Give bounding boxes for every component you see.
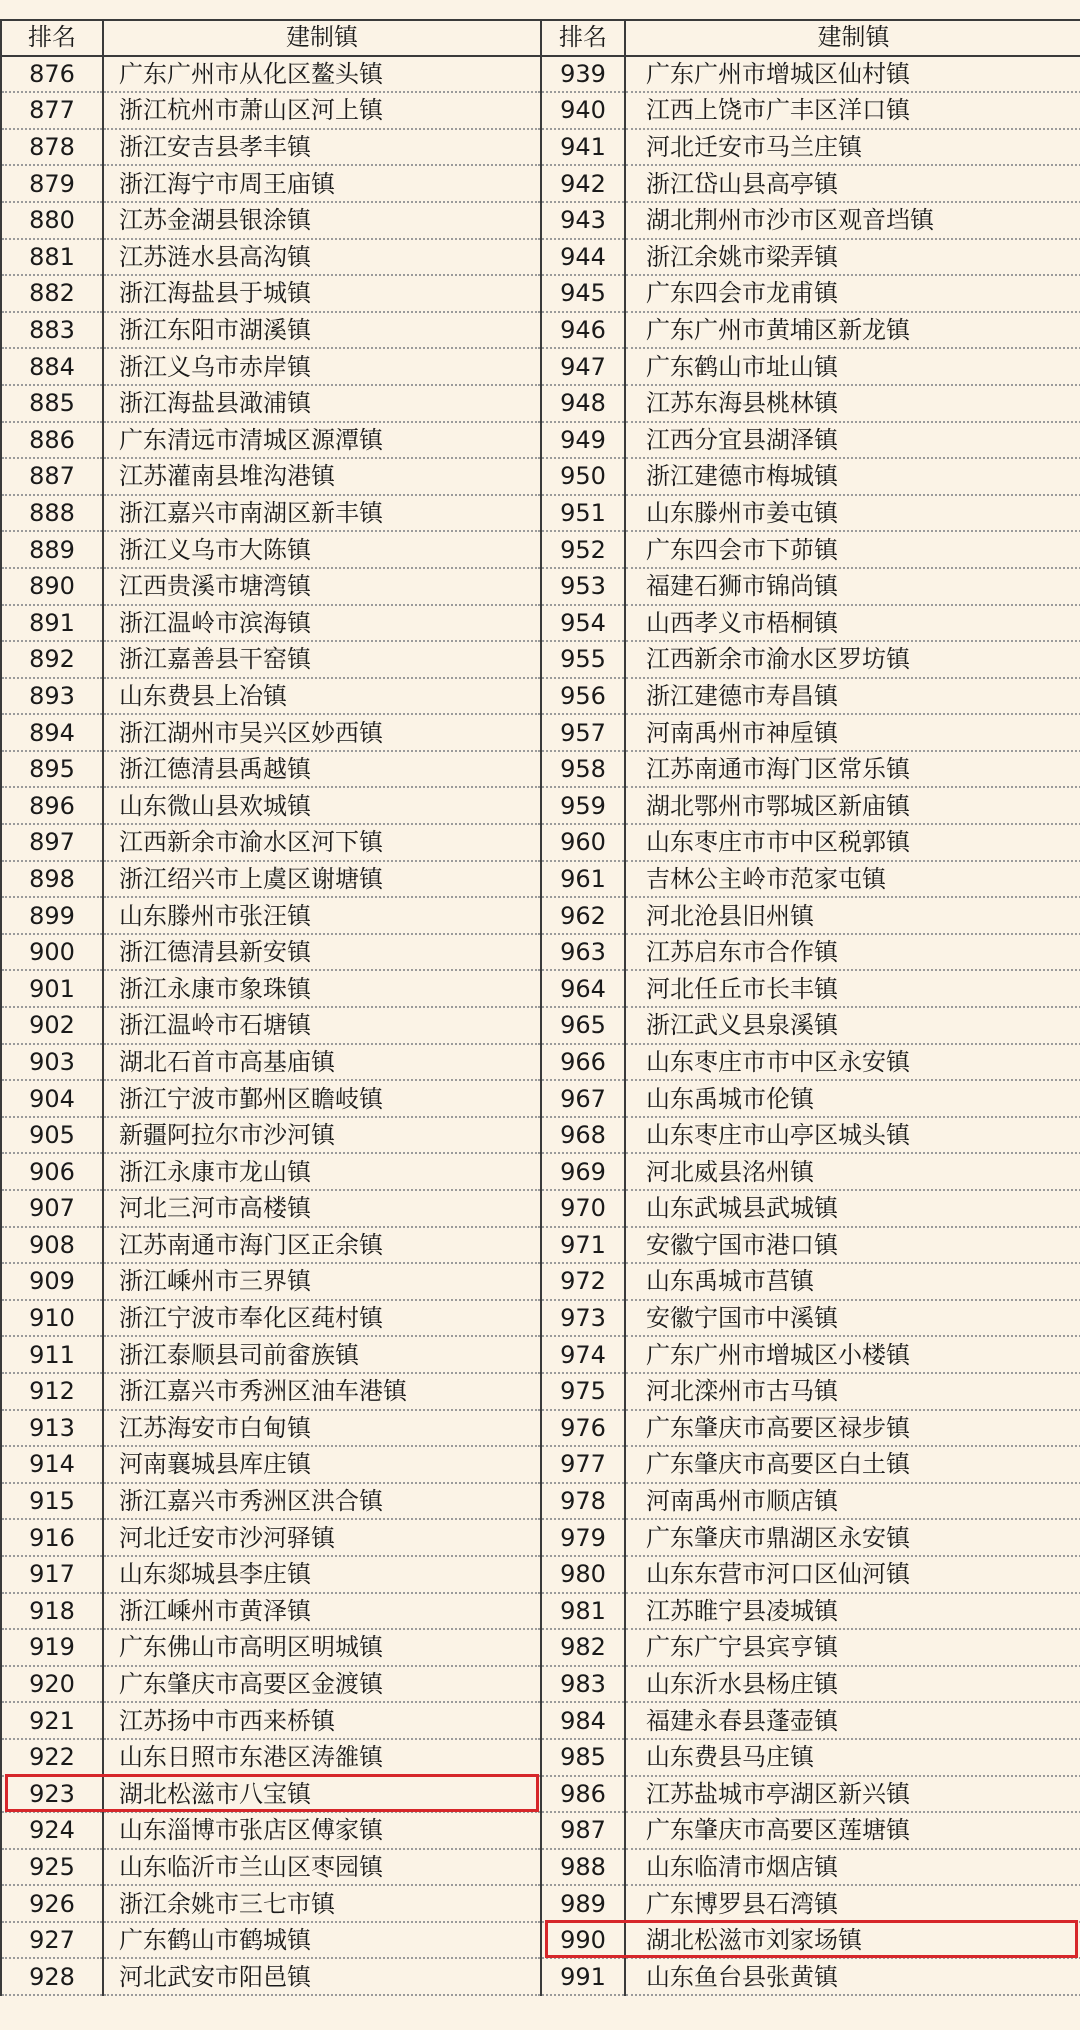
town-left-cell: 江西新余市渝水区河下镇: [103, 824, 541, 861]
town-left-cell: 湖北松滋市八宝镇: [103, 1776, 541, 1813]
rank-right-cell: 982: [541, 1629, 625, 1666]
table-row: [1, 202, 1080, 239]
town-right-cell: 福建石狮市锦尚镇: [625, 568, 1080, 605]
rank-right-cell: 965: [541, 1007, 625, 1044]
rank-right-cell: 943: [541, 202, 625, 239]
table-row: [1, 1593, 1080, 1630]
town-left-cell: 山东日照市东港区涛雒镇: [103, 1739, 541, 1776]
town-left-cell: 浙江海盐县于城镇: [103, 275, 541, 312]
rank-right-cell: 974: [541, 1336, 625, 1373]
table-row: [1, 1080, 1080, 1117]
table-row: [1, 239, 1080, 276]
town-right-cell: 广东广州市增城区小楼镇: [625, 1336, 1080, 1373]
rank-right-cell: 955: [541, 641, 625, 678]
town-right-cell: 江苏盐城市亭湖区新兴镇: [625, 1776, 1080, 1813]
rank-right-cell: 973: [541, 1300, 625, 1337]
table-row: [1, 1153, 1080, 1190]
town-left-cell: 广东佛山市高明区明城镇: [103, 1629, 541, 1666]
town-left-cell: 浙江德清县新安镇: [103, 934, 541, 971]
rank-left-cell: 907: [1, 1190, 103, 1227]
town-right-cell: 广东四会市下茆镇: [625, 531, 1080, 568]
rank-left-cell: 899: [1, 897, 103, 934]
rank-right-cell: 959: [541, 787, 625, 824]
town-right-cell: 山东临清市烟店镇: [625, 1849, 1080, 1886]
table-row: [1, 1190, 1080, 1227]
town-right-cell: 湖北松滋市刘家场镇: [625, 1922, 1080, 1959]
rank-left-cell: 905: [1, 1117, 103, 1154]
town-left-cell: 广东肇庆市高要区金渡镇: [103, 1666, 541, 1703]
town-right-cell: 河北任丘市长丰镇: [625, 970, 1080, 1007]
table-row: [1, 1007, 1080, 1044]
table-row: [1, 1519, 1080, 1556]
rank-left-cell: 904: [1, 1080, 103, 1117]
rank-left-cell: 925: [1, 1849, 103, 1886]
rank-left-cell: 920: [1, 1666, 103, 1703]
town-right-cell: 浙江建德市梅城镇: [625, 458, 1080, 495]
town-left-cell: 浙江宁波市鄞州区瞻岐镇: [103, 1080, 541, 1117]
town-left-cell: 浙江嘉善县干窑镇: [103, 641, 541, 678]
town-left-cell: 山东郯城县李庄镇: [103, 1556, 541, 1593]
town-left-cell: 山东费县上冶镇: [103, 678, 541, 715]
town-right-cell: 浙江余姚市梁弄镇: [625, 239, 1080, 276]
town-left-cell: 江苏南通市海门区正余镇: [103, 1227, 541, 1264]
town-left-cell: 浙江义乌市赤岸镇: [103, 348, 541, 385]
rank-right-cell: 986: [541, 1776, 625, 1813]
rank-left-cell: 908: [1, 1227, 103, 1264]
rank-left-cell: 877: [1, 92, 103, 129]
header-town-left: 建制镇: [103, 19, 541, 56]
rank-left-cell: 892: [1, 641, 103, 678]
town-left-cell: 浙江嘉兴市秀洲区洪合镇: [103, 1483, 541, 1520]
table-row: [1, 678, 1080, 715]
town-left-cell: 浙江温岭市滨海镇: [103, 605, 541, 642]
rank-left-cell: 897: [1, 824, 103, 861]
table-row: [1, 458, 1080, 495]
town-right-cell: 河北威县洺州镇: [625, 1153, 1080, 1190]
rank-right-cell: 950: [541, 458, 625, 495]
town-right-cell: 广东广宁县宾亨镇: [625, 1629, 1080, 1666]
town-right-cell: 山东鱼台县张黄镇: [625, 1958, 1080, 1995]
header-town-right: 建制镇: [625, 19, 1080, 56]
table-row: [1, 422, 1080, 459]
town-right-cell: 江西新余市渝水区罗坊镇: [625, 641, 1080, 678]
town-right-cell: 山东禹城市伦镇: [625, 1080, 1080, 1117]
table-row: [1, 934, 1080, 971]
town-right-cell: 吉林公主岭市范家屯镇: [625, 861, 1080, 898]
rank-right-cell: 958: [541, 751, 625, 788]
rank-left-cell: 893: [1, 678, 103, 715]
town-right-cell: 湖北荆州市沙市区观音垱镇: [625, 202, 1080, 239]
town-right-cell: 山东枣庄市市中区永安镇: [625, 1044, 1080, 1081]
rank-left-cell: 884: [1, 348, 103, 385]
town-left-cell: 浙江温岭市石塘镇: [103, 1007, 541, 1044]
table-row: [1, 861, 1080, 898]
town-left-cell: 浙江永康市象珠镇: [103, 970, 541, 1007]
rank-right-cell: 971: [541, 1227, 625, 1264]
rank-right-cell: 940: [541, 92, 625, 129]
table-row: [1, 275, 1080, 312]
rank-left-cell: 889: [1, 531, 103, 568]
town-left-cell: 浙江嘉兴市南湖区新丰镇: [103, 495, 541, 532]
town-right-cell: 河北沧县旧州镇: [625, 897, 1080, 934]
rank-right-cell: 964: [541, 970, 625, 1007]
table-row: [1, 897, 1080, 934]
town-right-cell: 河南禹州市顺店镇: [625, 1483, 1080, 1520]
town-left-cell: 浙江东阳市湖溪镇: [103, 312, 541, 349]
table-row: [1, 1666, 1080, 1703]
town-left-cell: 山东滕州市张汪镇: [103, 897, 541, 934]
town-right-cell: 广东肇庆市高要区莲塘镇: [625, 1812, 1080, 1849]
town-left-cell: 江苏扬中市西来桥镇: [103, 1702, 541, 1739]
town-right-cell: 江西分宜县湖泽镇: [625, 422, 1080, 459]
rank-right-cell: 979: [541, 1519, 625, 1556]
rank-left-cell: 879: [1, 165, 103, 202]
town-left-cell: 江苏金湖县银涂镇: [103, 202, 541, 239]
town-right-cell: 山东禹城市莒镇: [625, 1263, 1080, 1300]
table-row: [1, 92, 1080, 129]
table-row: [1, 1702, 1080, 1739]
town-right-cell: 广东肇庆市高要区禄步镇: [625, 1410, 1080, 1447]
town-left-cell: 河北武安市阳邑镇: [103, 1958, 541, 1995]
town-left-cell: 浙江余姚市三七市镇: [103, 1885, 541, 1922]
town-left-cell: 山东微山县欢城镇: [103, 787, 541, 824]
rank-left-cell: 913: [1, 1410, 103, 1447]
town-left-cell: 新疆阿拉尔市沙河镇: [103, 1117, 541, 1154]
rank-right-cell: 941: [541, 129, 625, 166]
rank-left-cell: 876: [1, 56, 103, 93]
town-left-cell: 浙江嵊州市三界镇: [103, 1263, 541, 1300]
town-left-cell: 浙江永康市龙山镇: [103, 1153, 541, 1190]
rank-left-cell: 886: [1, 422, 103, 459]
town-left-cell: 江西贵溪市塘湾镇: [103, 568, 541, 605]
table-row: [1, 129, 1080, 166]
rank-right-cell: 949: [541, 422, 625, 459]
rank-right-cell: 989: [541, 1885, 625, 1922]
rank-right-cell: 975: [541, 1373, 625, 1410]
table-row: [1, 1958, 1080, 1995]
table-row: [1, 165, 1080, 202]
rank-left-cell: 922: [1, 1739, 103, 1776]
town-right-cell: 河北迁安市马兰庄镇: [625, 129, 1080, 166]
rank-left-cell: 915: [1, 1483, 103, 1520]
town-right-cell: 江苏南通市海门区常乐镇: [625, 751, 1080, 788]
town-right-cell: 江苏东海县桃林镇: [625, 385, 1080, 422]
table-header-row: [1, 19, 1080, 56]
rank-left-cell: 910: [1, 1300, 103, 1337]
table-body: [1, 56, 1080, 1995]
table-row: [1, 1849, 1080, 1886]
rank-right-cell: 953: [541, 568, 625, 605]
town-left-cell: 浙江海宁市周王庙镇: [103, 165, 541, 202]
table-row: [1, 568, 1080, 605]
rank-right-cell: 945: [541, 275, 625, 312]
rank-right-cell: 978: [541, 1483, 625, 1520]
table-row: [1, 531, 1080, 568]
town-right-cell: 广东肇庆市鼎湖区永安镇: [625, 1519, 1080, 1556]
rank-left-cell: 911: [1, 1336, 103, 1373]
town-right-cell: 广东四会市龙甫镇: [625, 275, 1080, 312]
table-row: [1, 1227, 1080, 1264]
table-row: [1, 970, 1080, 1007]
town-right-cell: 广东广州市增城区仙村镇: [625, 56, 1080, 93]
town-right-cell: 山东枣庄市市中区税郭镇: [625, 824, 1080, 861]
rank-left-cell: 917: [1, 1556, 103, 1593]
town-right-cell: 山东枣庄市山亭区城头镇: [625, 1117, 1080, 1154]
table-row: [1, 385, 1080, 422]
rank-right-cell: 977: [541, 1446, 625, 1483]
rank-right-cell: 976: [541, 1410, 625, 1447]
table-row: [1, 1044, 1080, 1081]
town-left-cell: 江苏灌南县堆沟港镇: [103, 458, 541, 495]
rank-right-cell: 984: [541, 1702, 625, 1739]
town-left-cell: 广东鹤山市鹤城镇: [103, 1922, 541, 1959]
rank-right-cell: 988: [541, 1849, 625, 1886]
rank-left-cell: 885: [1, 385, 103, 422]
rank-left-cell: 894: [1, 714, 103, 751]
header-rank-right: 排名: [541, 19, 625, 56]
rank-left-cell: 888: [1, 495, 103, 532]
town-right-cell: 江苏睢宁县凌城镇: [625, 1593, 1080, 1630]
rank-right-cell: 969: [541, 1153, 625, 1190]
table-row: [1, 1922, 1080, 1959]
table-row: [1, 1739, 1080, 1776]
rank-right-cell: 980: [541, 1556, 625, 1593]
table-row: [1, 1556, 1080, 1593]
rank-left-cell: 928: [1, 1958, 103, 1995]
table-row: [1, 605, 1080, 642]
rank-right-cell: 972: [541, 1263, 625, 1300]
rank-right-cell: 990: [541, 1922, 625, 1959]
town-right-cell: 广东博罗县石湾镇: [625, 1885, 1080, 1922]
table-row: [1, 495, 1080, 532]
table-row: [1, 1410, 1080, 1447]
town-left-cell: 浙江安吉县孝丰镇: [103, 129, 541, 166]
town-right-cell: 山东东营市河口区仙河镇: [625, 1556, 1080, 1593]
town-left-cell: 浙江湖州市吴兴区妙西镇: [103, 714, 541, 751]
town-right-cell: 广东鹤山市址山镇: [625, 348, 1080, 385]
rank-right-cell: 966: [541, 1044, 625, 1081]
town-left-cell: 江苏涟水县高沟镇: [103, 239, 541, 276]
table-row: [1, 56, 1080, 93]
table-row: [1, 1373, 1080, 1410]
rank-right-cell: 944: [541, 239, 625, 276]
town-right-cell: 山东武城县武城镇: [625, 1190, 1080, 1227]
rank-left-cell: 900: [1, 934, 103, 971]
table-row: [1, 1483, 1080, 1520]
table-row: [1, 1117, 1080, 1154]
rank-left-cell: 895: [1, 751, 103, 788]
table-row: [1, 1812, 1080, 1849]
town-right-cell: 山东滕州市姜屯镇: [625, 495, 1080, 532]
town-left-cell: 浙江嵊州市黄泽镇: [103, 1593, 541, 1630]
town-left-cell: 浙江宁波市奉化区莼村镇: [103, 1300, 541, 1337]
town-left-cell: 河北三河市高楼镇: [103, 1190, 541, 1227]
rank-right-cell: 967: [541, 1080, 625, 1117]
rank-left-cell: 906: [1, 1153, 103, 1190]
town-right-cell: 福建永春县蓬壶镇: [625, 1702, 1080, 1739]
rank-left-cell: 909: [1, 1263, 103, 1300]
rank-right-cell: 968: [541, 1117, 625, 1154]
town-left-cell: 河南襄城县库庄镇: [103, 1446, 541, 1483]
town-left-cell: 浙江嘉兴市秀洲区油车港镇: [103, 1373, 541, 1410]
town-right-cell: 广东广州市黄埔区新龙镇: [625, 312, 1080, 349]
rank-right-cell: 963: [541, 934, 625, 971]
town-right-cell: 安徽宁国市中溪镇: [625, 1300, 1080, 1337]
rank-left-cell: 902: [1, 1007, 103, 1044]
rank-left-cell: 921: [1, 1702, 103, 1739]
top-strip: [0, 0, 1080, 21]
rank-right-cell: 985: [541, 1739, 625, 1776]
town-right-cell: 浙江建德市寿昌镇: [625, 678, 1080, 715]
town-left-cell: 广东广州市从化区鳌头镇: [103, 56, 541, 93]
rank-right-cell: 991: [541, 1958, 625, 1995]
town-left-cell: 浙江杭州市萧山区河上镇: [103, 92, 541, 129]
town-right-cell: 江西上饶市广丰区洋口镇: [625, 92, 1080, 129]
rank-right-cell: 957: [541, 714, 625, 751]
rank-right-cell: 951: [541, 495, 625, 532]
rank-left-cell: 887: [1, 458, 103, 495]
town-left-cell: 江苏海安市白甸镇: [103, 1410, 541, 1447]
table-row: [1, 348, 1080, 385]
rank-right-cell: 961: [541, 861, 625, 898]
town-right-cell: 河南禹州市神垕镇: [625, 714, 1080, 751]
town-left-cell: 浙江泰顺县司前畲族镇: [103, 1336, 541, 1373]
town-right-cell: 湖北鄂州市鄂城区新庙镇: [625, 787, 1080, 824]
town-right-cell: 安徽宁国市港口镇: [625, 1227, 1080, 1264]
town-right-cell: 江苏启东市合作镇: [625, 934, 1080, 971]
rank-right-cell: 981: [541, 1593, 625, 1630]
rank-left-cell: 924: [1, 1812, 103, 1849]
rank-left-cell: 923: [1, 1776, 103, 1813]
town-left-cell: 浙江德清县禹越镇: [103, 751, 541, 788]
town-left-cell: 浙江海盐县澉浦镇: [103, 385, 541, 422]
rank-left-cell: 898: [1, 861, 103, 898]
town-left-cell: 广东清远市清城区源潭镇: [103, 422, 541, 459]
rank-left-cell: 890: [1, 568, 103, 605]
rank-right-cell: 954: [541, 605, 625, 642]
town-right-cell: 山东费县马庄镇: [625, 1739, 1080, 1776]
town-left-cell: 河北迁安市沙河驿镇: [103, 1519, 541, 1556]
table-row: [1, 1446, 1080, 1483]
rank-right-cell: 939: [541, 56, 625, 93]
table-row: [1, 824, 1080, 861]
town-left-cell: 浙江绍兴市上虞区谢塘镇: [103, 861, 541, 898]
town-left-cell: 山东淄博市张店区傅家镇: [103, 1812, 541, 1849]
rank-left-cell: 916: [1, 1519, 103, 1556]
rank-right-cell: 952: [541, 531, 625, 568]
rank-right-cell: 947: [541, 348, 625, 385]
town-right-cell: 山西孝义市梧桐镇: [625, 605, 1080, 642]
town-right-cell: 浙江武义县泉溪镇: [625, 1007, 1080, 1044]
town-left-cell: 浙江义乌市大陈镇: [103, 531, 541, 568]
rank-left-cell: 881: [1, 239, 103, 276]
rank-right-cell: 983: [541, 1666, 625, 1703]
table-row: [1, 1885, 1080, 1922]
town-right-cell: 浙江岱山县高亭镇: [625, 165, 1080, 202]
rank-left-cell: 918: [1, 1593, 103, 1630]
rank-left-cell: 880: [1, 202, 103, 239]
town-left-cell: 山东临沂市兰山区枣园镇: [103, 1849, 541, 1886]
rank-right-cell: 987: [541, 1812, 625, 1849]
table-row: [1, 1263, 1080, 1300]
rank-left-cell: 901: [1, 970, 103, 1007]
rank-left-cell: 891: [1, 605, 103, 642]
town-right-cell: 广东肇庆市高要区白土镇: [625, 1446, 1080, 1483]
rank-left-cell: 912: [1, 1373, 103, 1410]
rank-left-cell: 903: [1, 1044, 103, 1081]
rank-left-cell: 927: [1, 1922, 103, 1959]
rank-left-cell: 914: [1, 1446, 103, 1483]
table-row: [1, 714, 1080, 751]
rank-left-cell: 883: [1, 312, 103, 349]
town-left-cell: 湖北石首市高基庙镇: [103, 1044, 541, 1081]
town-right-cell: 河北滦州市古马镇: [625, 1373, 1080, 1410]
table-row: [1, 312, 1080, 349]
rank-left-cell: 896: [1, 787, 103, 824]
town-right-cell: 山东沂水县杨庄镇: [625, 1666, 1080, 1703]
rank-right-cell: 960: [541, 824, 625, 861]
rank-right-cell: 956: [541, 678, 625, 715]
table-row: [1, 751, 1080, 788]
rank-right-cell: 948: [541, 385, 625, 422]
rank-right-cell: 962: [541, 897, 625, 934]
table-row: [1, 1629, 1080, 1666]
table-row: [1, 1336, 1080, 1373]
header-rank-left: 排名: [1, 19, 103, 56]
table-row: [1, 641, 1080, 678]
rank-right-cell: 946: [541, 312, 625, 349]
table-row: [1, 787, 1080, 824]
rank-left-cell: 882: [1, 275, 103, 312]
table-row: [1, 1300, 1080, 1337]
rank-right-cell: 942: [541, 165, 625, 202]
rank-right-cell: 970: [541, 1190, 625, 1227]
rank-left-cell: 919: [1, 1629, 103, 1666]
town-ranking-table: [0, 19, 1080, 1996]
rank-left-cell: 926: [1, 1885, 103, 1922]
table-row: [1, 1776, 1080, 1813]
rank-left-cell: 878: [1, 129, 103, 166]
